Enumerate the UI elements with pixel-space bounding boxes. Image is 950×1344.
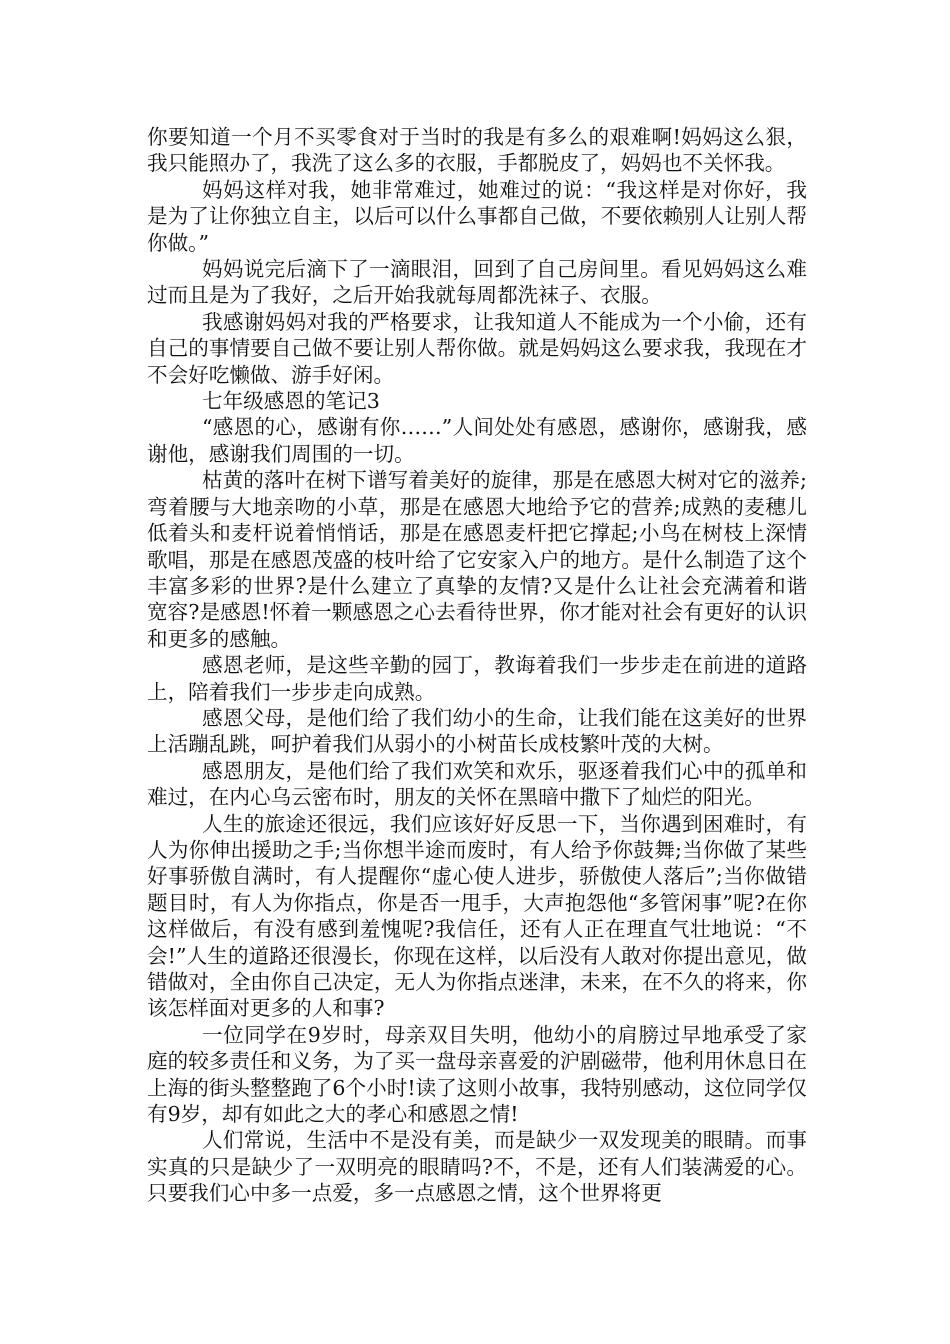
paragraph-1: 你要知道一个月不买零食对于当时的我是有多么的艰难啊!妈妈这么狠，我只能照办了，我洗了这么多的衣服，手都脱皮了，妈妈也不关怀我。 bbox=[147, 125, 807, 176]
document-body bbox=[147, 124, 807, 1207]
paragraph-6: 枯黄的落叶在树下谱写着美好的旋律，那是在感恩大树对它的滋养;弯着腰与大地亲吻的小草，那是在感恩大地给予它的营养;成熟的麦穗儿低着头和麦杆说着悄悄话，那是在感恩麦杆把它撑起;小鸟在树枝上深情歌唱，那是在感恩茂盛的枝叶给了它安家入户的地方。是什么制造了这个丰富多彩的世界?是什么建立了真挚的友情?又是什么让社会充满着和谐宽容?是感恩!怀着一颗感恩之心去看待世界，你才能对社会有更好的认识和更多的感触。 bbox=[147, 468, 807, 651]
paragraph-2: 妈妈这样对我，她非常难过，她难过的说：“我这样是对你好，我是为了让你独立自主，以后可以什么事都自己做，不要依赖别人让别人帮你做。” bbox=[147, 177, 807, 255]
paragraph-4: 我感谢妈妈对我的严格要求，让我知道人不能成为一个小偷，还有自己的事情要自己做不要让别人帮你做。就是妈妈这么要求我，我现在才不会好吃懒做、游手好闲。 bbox=[147, 309, 807, 387]
section-heading: 七年级感恩的笔记3 bbox=[202, 389, 380, 414]
paragraph-10: 人生的旅途还很远，我们应该好好反思一下，当你遇到困难时，有人为你伸出援助之手;当你想半途而废时，有人给予你鼓舞;当你做了某些好事骄傲自满时，有人提醒你“虚心使人进步，骄傲使人落后”;当你做错题目时，有人为你指点，你是否一甩手，大声抱怨他“多管闲事”呢?在你这样做后，有没有感到羞愧呢?我信任，还有人正在理直气壮地说：“不会!”人生的道路还很漫长，你现在这样，以后没有人敢对你提出意见，做错做对，全由你自己决定，无人为你指点迷津，未来，在不久的将来，你该怎样面对更多的人和事? bbox=[147, 811, 807, 1021]
paragraph-12: 人们常说，生活中不是没有美，而是缺少一双发现美的眼睛。而事实真的只是缺少了一双明亮的眼睛吗?不，不是，还有人们装满爱的心。只要我们心中多一点爱，多一点感恩之情，这个世界将更 bbox=[147, 1128, 807, 1206]
paragraph-9: 感恩朋友，是他们给了我们欢笑和欢乐，驱逐着我们心中的孤单和难过，在内心乌云密布时，朋友的关怀在黑暗中撒下了灿烂的阳光。 bbox=[147, 758, 807, 810]
paragraph-8: 感恩父母，是他们给了我们幼小的生命，让我们能在这美好的世界上活蹦乱跳，呵护着我们从弱小的小树苗长成枝繁叶茂的大树。 bbox=[147, 705, 807, 757]
paragraph-5: “感恩的心，感谢有你……”人间处处有感恩，感谢你，感谢我，感谢他，感谢我们周围的一切。 bbox=[147, 415, 807, 466]
paragraph-11: 一位同学在9岁时，母亲双目失明，他幼小的肩膀过早地承受了家庭的较多责任和义务，为了买一盘母亲喜爱的沪剧磁带，他利用休息日在上海的街头整整跑了6个小时!读了这则小故事，我特别感动，这位同学仅有9岁，却有如此之大的孝心和感恩之情! bbox=[147, 1022, 807, 1127]
paragraph-3: 妈妈说完后滴下了一滴眼泪，回到了自己房间里。看见妈妈这么难过而且是为了我好，之后开始我就每周都洗袜子、衣服。 bbox=[147, 257, 807, 308]
paragraph-7: 感恩老师，是这些辛勤的园丁，教诲着我们一步步走在前进的道路上，陪着我们一步步走向成熟。 bbox=[147, 653, 807, 704]
